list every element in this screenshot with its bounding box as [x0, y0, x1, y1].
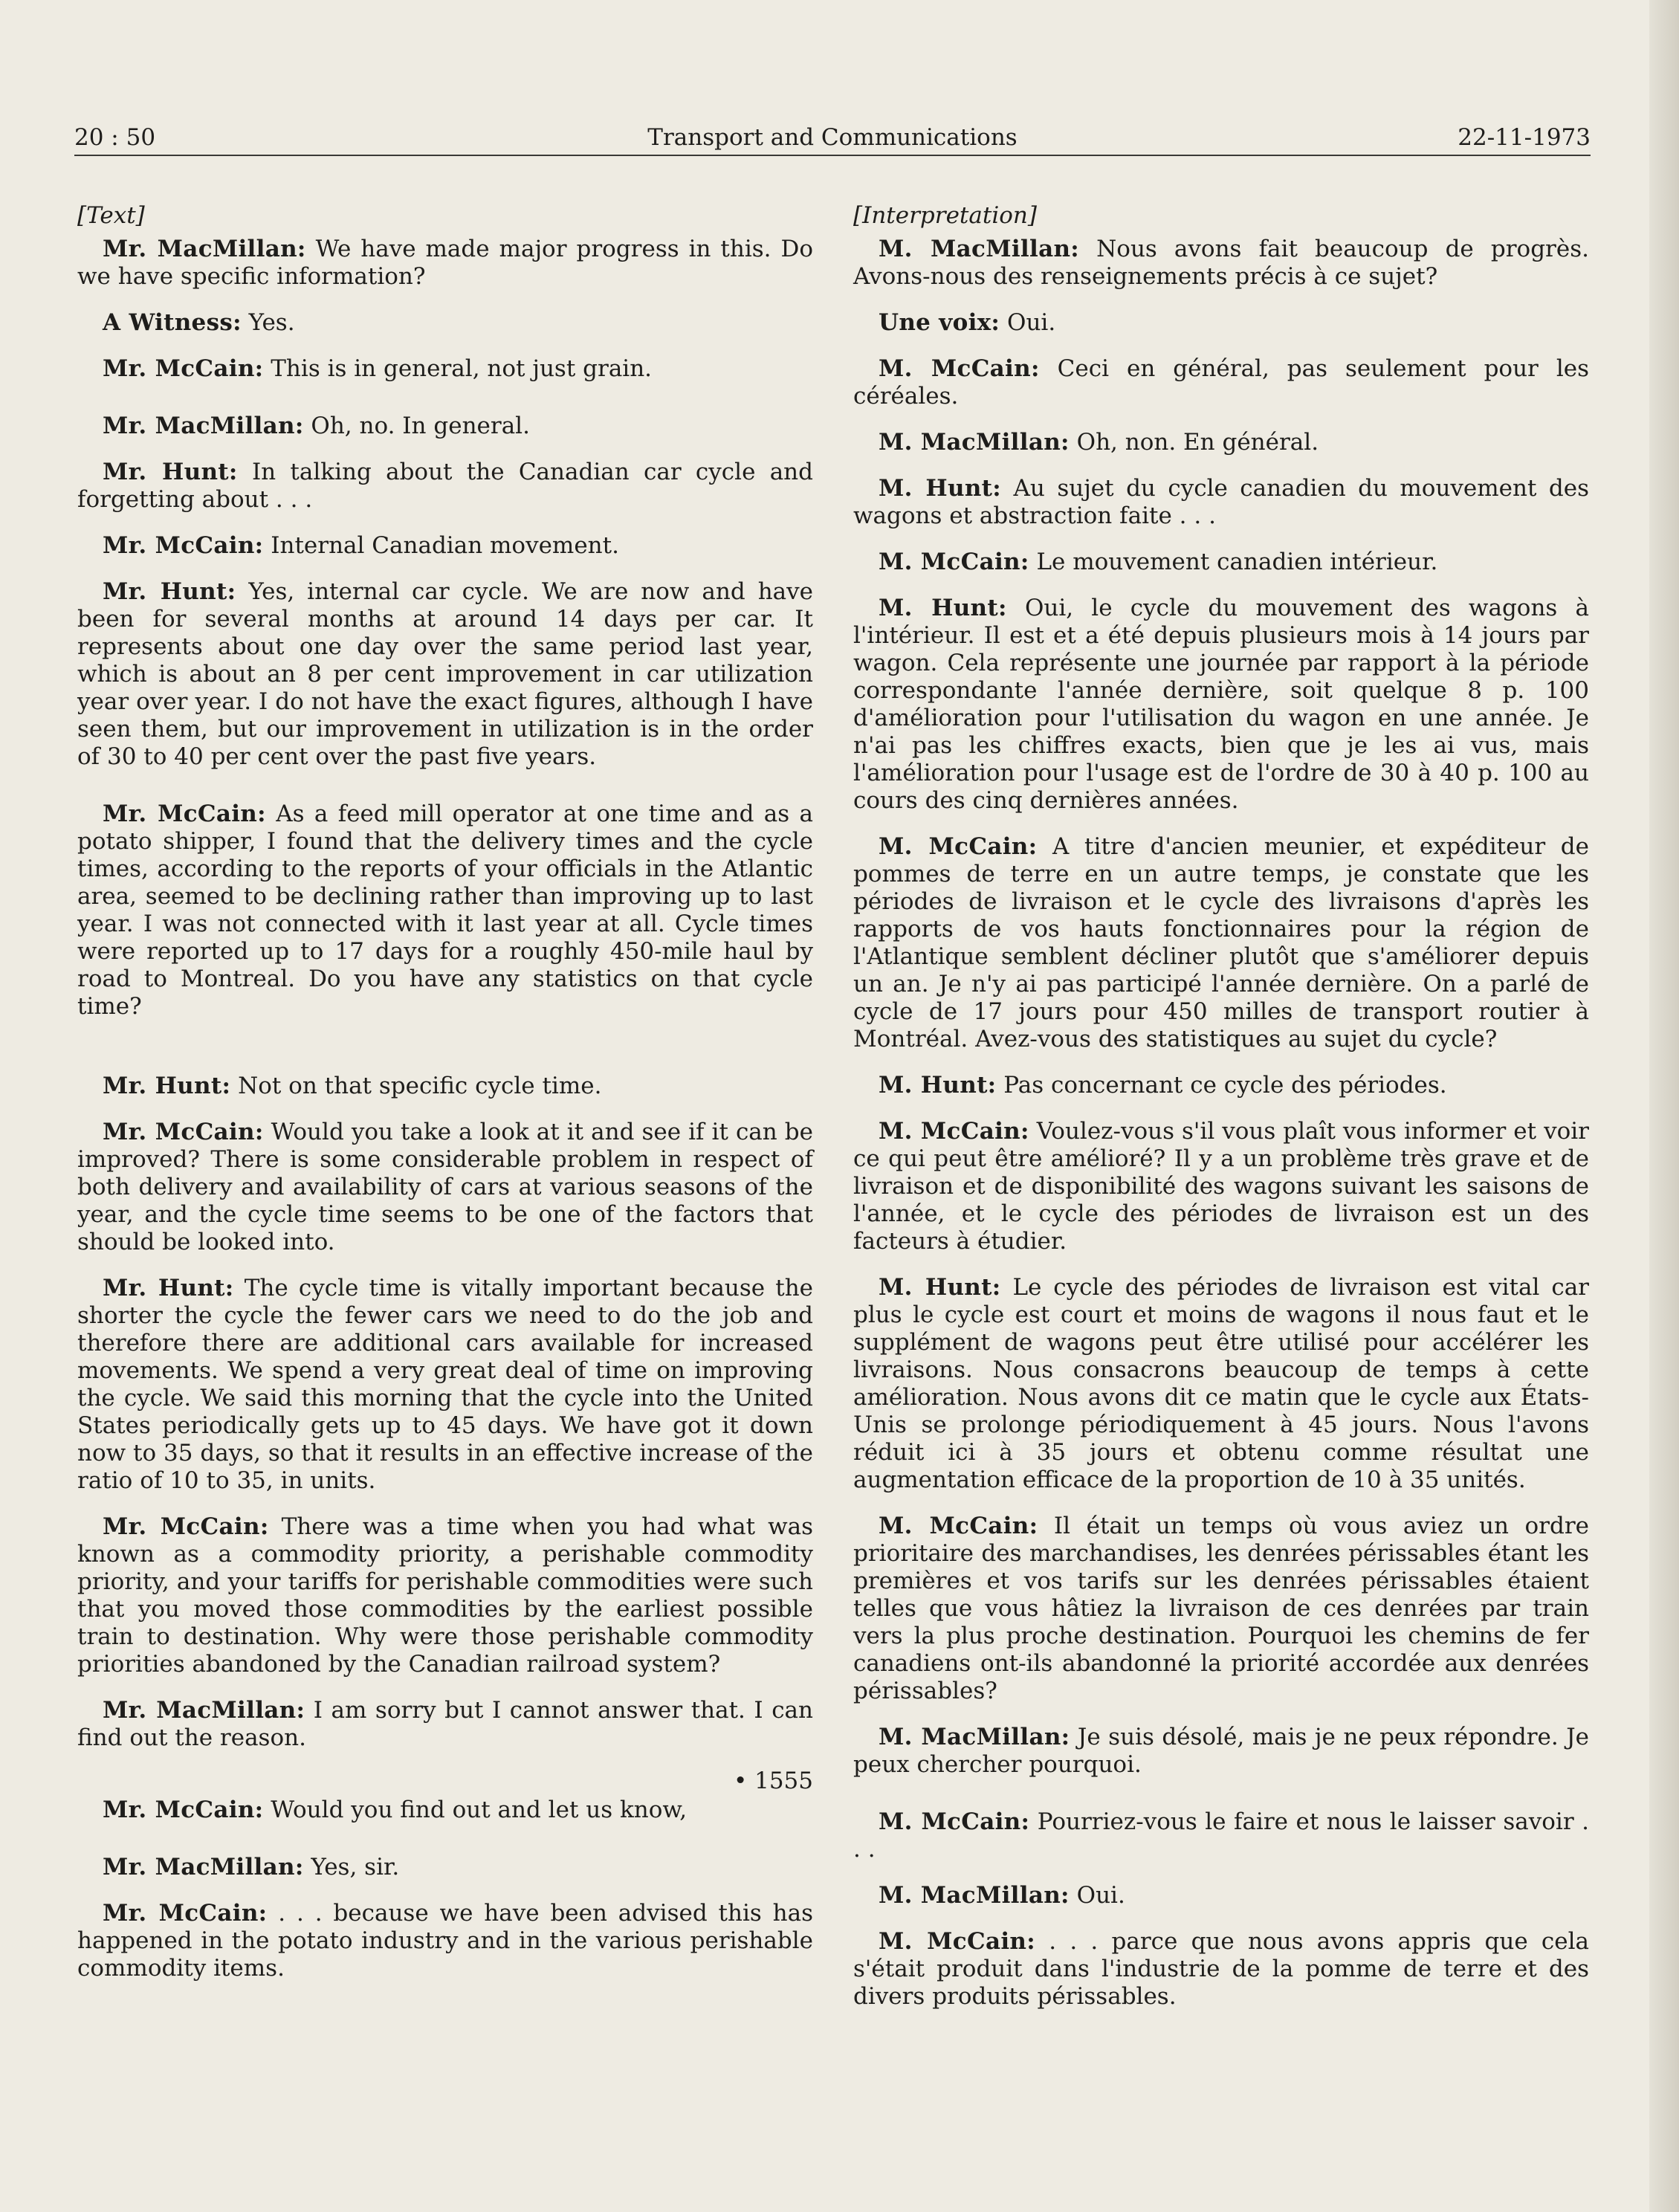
speech-text: Nous avons fait beaucoup de progrès. Avons-nous des renseignements précis à ce sujet?	[853, 236, 1589, 290]
transcript-paragraph	[853, 309, 1589, 337]
speaker-name: Mr. McCain:	[103, 801, 266, 827]
transcript-paragraph	[853, 1724, 1589, 1779]
speech-text: Oh, no. In general.	[303, 413, 530, 439]
speaker-name: Mr. Hunt:	[103, 1275, 234, 1301]
time-marker: • 1555	[733, 1768, 813, 1794]
transcript-paragraph	[77, 532, 813, 560]
speaker-name: Mr. MacMillan:	[103, 1854, 304, 1880]
speaker-name: M. Hunt:	[879, 1072, 997, 1099]
speaker-name: Mr. McCain:	[103, 532, 264, 559]
speaker-name: M. McCain:	[879, 1928, 1035, 1955]
transcript-paragraph	[77, 1797, 813, 1824]
transcript-paragraph	[853, 475, 1589, 530]
transcript-paragraph	[853, 1928, 1589, 2011]
speaker-name: Une voix:	[879, 309, 1000, 336]
transcript-paragraph	[77, 236, 813, 291]
page-date: 22-11-1973	[1458, 124, 1591, 151]
speaker-name: Mr. MacMillan:	[103, 413, 304, 439]
speech-text: Il était un temps où vous aviez un ordre prioritaire des marchandises, les denrées périssables étant les premières et vos tarifs sur les denrées périssables étaient telles que vous hâtiez la livraison de ces denrées par train vers la plus proche destination. Pourquoi les chemins de fer canadiens ont-ils abandonné la priorité accordée aux denrées périssables?	[853, 1513, 1590, 1704]
transcript-paragraph	[853, 1118, 1589, 1255]
page-number: 20 : 50	[74, 124, 156, 151]
speech-text: Yes, sir.	[303, 1854, 400, 1880]
speech-text: Yes, internal car cycle. We are now and have been for several months at around 14 days per car. It represents about one day over the same period last year, which is about an 8 per cent improvement in car utilization year over year. I do not have the exact figures, although I have seen them, but our improvement in utilization is in the order of 30 to 40 per cent over the past five years.	[77, 578, 813, 770]
speaker-name: M. MacMillan:	[879, 1882, 1070, 1909]
speaker-name: Mr. McCain:	[103, 1119, 264, 1145]
transcript-paragraph	[77, 1854, 813, 1881]
speech-text: Voulez-vous s'il vous plaît vous informer et voir ce qui peut être amélioré? Il y a un problème très grave et de livraison et de disponibilité des wagons suivant les saisons de l'année, et le cycle des périodes de livraison est un des facteurs à étudier.	[853, 1118, 1589, 1255]
speech-text: Je suis désolé, mais je ne peux répondre. Je peux chercher pourquoi.	[853, 1724, 1589, 1778]
transcript-paragraph	[77, 1513, 813, 1678]
transcript-paragraph	[77, 309, 813, 337]
speech-text: Not on that specific cycle time.	[230, 1073, 602, 1099]
transcript-paragraph	[853, 1274, 1589, 1494]
speaker-name: M. Hunt:	[879, 1274, 1001, 1301]
speech-text: . . . parce que nous avons appris que cela s'était produit dans l'industrie de la pomme de terre et des divers produits périssables.	[853, 1928, 1590, 2010]
book-spine-shadow	[1649, 0, 1679, 2212]
publication-title: Transport and Communications	[647, 124, 1018, 151]
speech-text: Le cycle des périodes de livraison est vital car plus le cycle est court et moins de wagons il nous faut et le supplément de wagons peut être utilisé pour accélérer les livraisons. Nous consacrons beaucoup de temps à cette amélioration. Nous avons dit ce matin que le cycle aux États-Unis se prolonge périodiquement à 45 jours. Nous l'avons réduit ici à 35 jours et obtenu comme résultat une augmentation efficace de la proportion de 10 à 35 unités.	[853, 1274, 1590, 1493]
speech-text: Oh, non. En général.	[1069, 429, 1319, 456]
transcript-paragraph	[77, 578, 813, 771]
transcript-paragraph	[77, 459, 813, 514]
speaker-name: A Witness:	[103, 309, 242, 336]
transcript-paragraph	[77, 1073, 813, 1100]
speech-text: Oui, le cycle du mouvement des wagons à l'intérieur. Il est et a été depuis plusieurs mois à 14 jours par wagon. Cela représente une journée par rapport à la période correspondante l'année dernière, soit quelque 8 p. 100 d'amélioration pour l'utilisation du wagon en une année. Je n'ai pas les chiffres exacts, bien que je les ai vus, mais l'amélioration pour l'usage est de l'ordre de 30 à 40 p. 100 au cours des cinq dernières années.	[853, 595, 1589, 814]
speaker-name: Mr. Hunt:	[103, 459, 238, 485]
transcript-paragraph	[77, 1900, 813, 1982]
speech-text: Ceci en général, pas seulement pour les céréales.	[853, 355, 1589, 410]
transcript-paragraph	[853, 1513, 1589, 1705]
speaker-name: Mr. McCain:	[103, 1797, 264, 1823]
speaker-name: M. McCain:	[879, 833, 1038, 860]
english-column	[77, 202, 813, 2001]
speaker-name: Mr. Hunt:	[103, 1073, 231, 1099]
speech-text: There was a time when you had what was known as a commodity priority, a perishable commodity priority, and your tariffs for perishable commodities were such that you moved those commodities by the earliest possible train to destination. Why were those perishable commodity priorities abandoned by the Canadian railroad system?	[77, 1513, 813, 1678]
speaker-name: M. MacMillan:	[879, 236, 1080, 262]
transcript-paragraph	[77, 355, 813, 383]
transcript-paragraph	[77, 413, 813, 440]
speech-text: Internal Canadian movement.	[263, 532, 619, 559]
speaker-name: Mr. Hunt:	[103, 578, 236, 605]
speaker-name: Mr. MacMillan:	[103, 236, 306, 262]
speaker-name: M. McCain:	[879, 355, 1040, 382]
speaker-name: Mr. McCain:	[103, 1513, 269, 1540]
speech-text: Au sujet du cycle canadien du mouvement des wagons et abstraction faite . . .	[853, 475, 1589, 529]
speaker-name: Mr. MacMillan:	[103, 1697, 305, 1724]
speech-text: Le mouvement canadien intérieur.	[1029, 549, 1438, 575]
transcript-paragraph	[853, 595, 1589, 815]
transcript-paragraph	[77, 1697, 813, 1752]
section-label: [Text]	[77, 202, 145, 229]
speaker-name: M. MacMillan:	[879, 1724, 1070, 1750]
speech-text: We have made major progress in this. Do we have specific information?	[77, 236, 814, 290]
speech-text: Would you find out and let us know,	[263, 1797, 688, 1823]
speech-text: . . . because we have been advised this has happened in the potato industry and in the various perishable commodity items.	[77, 1900, 813, 1982]
speech-text: As a feed mill operator at one time and as a potato shipper, I found that the delivery times and the cycle times, according to the reports of your officials in the Atlantic area, seemed to be declining rather than improving up to last year. I was not connected with it last year at all. Cycle times were reported up to 17 days for a roughly 450-mile haul by road to Montreal. Do you have any statistics on that cycle time?	[77, 801, 813, 1020]
french-column	[853, 202, 1589, 2029]
speech-text: This is in general, not just grain.	[263, 355, 653, 382]
page-header	[74, 119, 1591, 156]
transcript-paragraph	[77, 1119, 813, 1256]
transcript-paragraph	[853, 833, 1589, 1053]
speech-text: A titre d'ancien meunier, et expéditeur de pommes de terre en un autre temps, je constate que les périodes de livraison et le cycle des livraisons d'après les rapports de vos hauts fonctionnaires pour la région de l'Atlantique semblent décliner plutôt que s'améliorer depuis un an. Je n'y ai pas participé l'année dernière. On a parlé de cycle de 17 jours pour 450 milles de transport routier à Montréal. Avez-vous des statistiques au sujet du cycle?	[853, 833, 1589, 1052]
speaker-name: M. McCain:	[879, 549, 1029, 575]
speaker-name: M. Hunt:	[879, 475, 1002, 502]
transcript-paragraph	[853, 549, 1589, 576]
speaker-name: M. McCain:	[879, 1808, 1030, 1835]
speech-text: The cycle time is vitally important because the shorter the cycle the fewer cars we need to do the job and therefore there are additional cars available for increased movements. We spend a very great deal of time on improving the cycle. We said this morning that the cycle into the United States periodically gets up to 45 days. We have got it down now to 35 days, so that it results in an effective increase of the ratio of 10 to 35, in units.	[77, 1275, 814, 1494]
section-label: [Interpretation]	[853, 202, 1037, 229]
transcript-paragraph	[853, 1808, 1589, 1863]
header-rule	[74, 155, 1591, 156]
transcript-paragraph	[853, 236, 1589, 291]
speech-text: Yes.	[241, 309, 295, 336]
speaker-name: M. McCain:	[879, 1118, 1029, 1145]
speech-text: I am sorry but I cannot answer that. I can find out the reason.	[77, 1697, 814, 1751]
speech-text: Pas concernant ce cycle des périodes.	[996, 1072, 1447, 1099]
speaker-name: M. Hunt:	[879, 595, 1007, 621]
speech-text: Pourriez-vous le faire et nous le laisser savoir . . .	[853, 1808, 1589, 1863]
speech-text: Would you take a look at it and see if it can be improved? There is some considerable problem in respect of both delivery and availability of cars at various seasons of the year, and the cycle time seems to be one of the factors that should be looked into.	[77, 1119, 813, 1255]
speech-text: Oui.	[1069, 1882, 1125, 1909]
transcript-paragraph	[853, 429, 1589, 456]
transcript-paragraph	[77, 1275, 813, 1495]
transcript-paragraph	[77, 801, 813, 1021]
transcript-paragraph	[853, 355, 1589, 410]
speech-text: Oui.	[1000, 309, 1056, 336]
speech-text: In talking about the Canadian car cycle and forgetting about . . .	[77, 459, 813, 513]
transcript-paragraph	[853, 1882, 1589, 1909]
speaker-name: Mr. McCain:	[103, 355, 264, 382]
speaker-name: M. MacMillan:	[879, 429, 1070, 456]
speaker-name: M. McCain:	[879, 1513, 1038, 1539]
transcript-paragraph	[853, 1072, 1589, 1099]
speaker-name: Mr. McCain:	[103, 1900, 268, 1927]
